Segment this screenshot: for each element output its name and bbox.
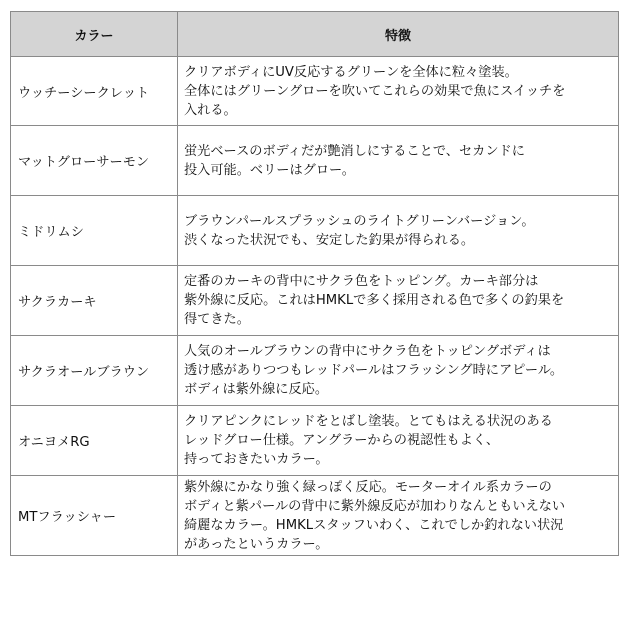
color-name: サクラオールブラウン — [11, 336, 178, 406]
description-line: クリアピンクにレッドをとばし塗装。とてもはえる状況のある — [184, 414, 553, 429]
description-line: ボディは紫外線に反応。 — [184, 382, 329, 397]
color-name: MTフラッシャー — [11, 476, 178, 556]
color-description — [178, 266, 619, 336]
description-line: 得てきた。 — [184, 312, 250, 327]
description-line: があったというカラー。 — [184, 536, 329, 552]
color-name: マットグローサーモン — [11, 126, 178, 196]
color-description — [178, 336, 619, 406]
description-line: クリアボディにUV反応するグリーンを全体に粒々塗装。 — [184, 64, 518, 80]
description-line: ブラウンパールスプラッシュのライトグリーンバージョン。 — [184, 213, 535, 229]
color-name: ウッチーシークレット — [11, 57, 178, 126]
description-line: 蛍光ベースのボディだが艶消しにすることで、セカンドに — [184, 143, 525, 159]
description-line: 紫外線にかなり強く緑っぽく反応。モーターオイル系カラーの — [184, 479, 552, 495]
description-line: 投入可能。ベリーはグロー。 — [184, 162, 355, 178]
table-row — [11, 126, 619, 196]
description-line: 全体にはグリーングローを吹いてこれらの効果で魚にスイッチを — [184, 83, 566, 99]
color-table — [10, 11, 619, 556]
color-description — [178, 196, 619, 266]
column-header-feature: 特徴 — [178, 12, 619, 57]
color-name: サクラカーキ — [11, 266, 178, 336]
description-line: 持っておきたいカラー。 — [184, 452, 329, 467]
table-row — [11, 196, 619, 266]
table-header-row — [11, 12, 619, 57]
color-description — [178, 126, 619, 196]
color-description — [178, 406, 619, 476]
color-description — [178, 57, 619, 126]
color-name: オニヨメRG — [11, 406, 178, 476]
description-line: ボディと紫パールの背中に紫外線反応が加わりなんともいえない — [184, 498, 566, 514]
description-line: 紫外線に反応。これはHMKLで多く採用される色で多くの釣果を — [184, 293, 565, 308]
table-row — [11, 57, 619, 126]
column-header-color: カラー — [11, 12, 178, 57]
table-row — [11, 266, 619, 336]
color-name: ミドリムシ — [11, 196, 178, 266]
description-line: 入れる。 — [184, 102, 237, 118]
description-line: 透け感がありつつもレッドパールはフラッシング時にアピール。 — [184, 363, 564, 378]
table-row — [11, 406, 619, 476]
color-description — [178, 476, 619, 556]
description-line: 渋くなった状況でも、安定した釣果が得られる。 — [184, 232, 475, 248]
description-line: 人気のオールブラウンの背中にサクラ色をトッピングボディは — [184, 344, 551, 359]
description-line: レッドグロー仕様。アングラーからの視認性もよく、 — [184, 433, 500, 448]
description-line: 定番のカーキの背中にサクラ色をトッピング。カーキ部分は — [184, 274, 539, 289]
table-row — [11, 336, 619, 406]
table-row — [11, 476, 619, 556]
description-line: 綺麗なカラー。HMKLスタッフいわく、これでしか釣れない状況 — [184, 517, 564, 533]
